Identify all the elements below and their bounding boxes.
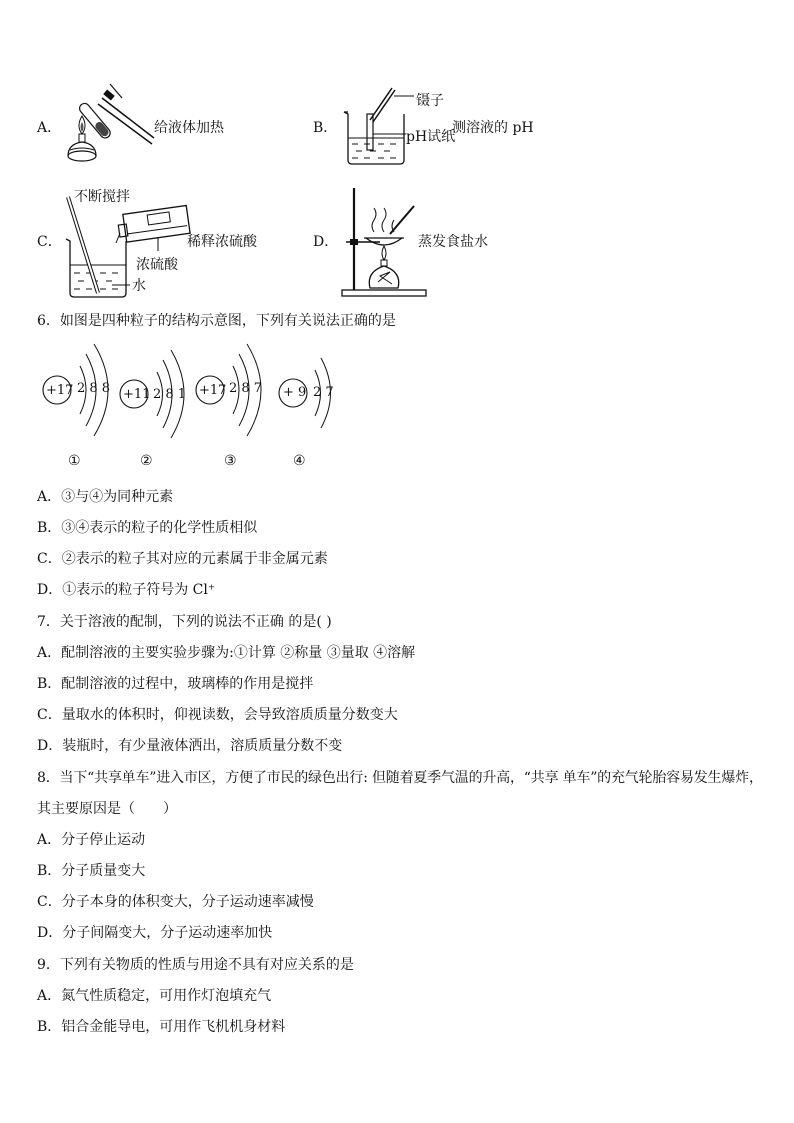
dilute-acid-figure <box>62 195 192 300</box>
q8-option-d: D．分子间隔变大，分子运动速率加快 <box>37 925 273 941</box>
particle-3-nucleus: +17 <box>199 383 227 398</box>
q5-option-b-letter: B． <box>313 120 338 136</box>
q6-option-b: B．③④表示的粒子的化学性质相似 <box>37 520 258 536</box>
particle-3-shells: 2 8 7 <box>229 381 263 396</box>
q9-option-a: A．氮气性质稳定，可用作灯泡填充气 <box>37 988 272 1004</box>
particle-1-shells: 2 8 8 <box>77 381 111 396</box>
q7-option-c: C．量取水的体积时，仰视读数，会导致溶质质量分数变大 <box>37 707 398 723</box>
q7-option-a: A．配制溶液的主要实验步骤为:①计算 ②称量 ③量取 ④溶解 <box>37 645 416 661</box>
particle-1-nucleus: +17 <box>46 383 74 398</box>
q5-option-b-paper-label: pH试纸 <box>406 129 456 145</box>
q6-option-a: A．③与④为同种元素 <box>37 489 174 505</box>
q5-option-d-letter: D． <box>313 234 339 250</box>
q5-option-d-label: 蒸发食盐水 <box>418 234 488 250</box>
particle-4-tag: ④ <box>293 453 306 469</box>
evaporation-stand-figure <box>340 186 430 301</box>
q9-stem: 9．下列有关物质的性质与用途不具有对应关系的是 <box>37 957 354 973</box>
q7-stem: 7．关于溶液的配制，下列的说法不正确 的是( ) <box>37 614 332 630</box>
q8-stem-line1: 8．当下“共享单车”进入市区，方便了市民的绿色出行: 但随着夏季气温的升高，“共享 单车”的充气轮胎容易发生爆炸， <box>37 770 763 786</box>
particle-2-nucleus: +11 <box>123 387 151 402</box>
q5-option-c-letter: C． <box>37 234 62 250</box>
particle-4-nucleus: + 9 <box>283 385 307 400</box>
q8-stem-line2: 其主要原因是（ ） <box>37 801 177 817</box>
q6-option-c: C．②表示的粒子其对应的元素属于非金属元素 <box>37 551 328 567</box>
q6-option-d: D．①表示的粒子符号为 Cl⁺ <box>37 582 216 598</box>
particle-3-tag: ③ <box>224 453 237 469</box>
particle-4-shells: 2 7 <box>313 385 334 400</box>
particle-1-tag: ① <box>68 453 81 469</box>
q5-option-c-dilute-label: 稀释浓硫酸 <box>187 234 257 250</box>
q8-option-b: B．分子质量变大 <box>37 863 146 879</box>
q7-option-d: D．装瓶时，有少量液体洒出，溶质质量分数不变 <box>37 738 343 754</box>
q9-option-b: B．铝合金能导电，可用作飞机机身材料 <box>37 1019 286 1035</box>
q8-option-a: A．分子停止运动 <box>37 832 146 848</box>
particle-2-shells: 2 8 1 <box>153 387 187 402</box>
alcohol-lamp-heating-figure <box>60 84 155 174</box>
q5-option-b-tweezers-label: 镊子 <box>416 93 444 109</box>
q6-stem: 6．如图是四种粒子的结构示意图，下列有关说法正确的是 <box>37 313 396 329</box>
q5-option-b-label: 测溶液的 pH <box>452 120 534 136</box>
q5-option-a-label: 给液体加热 <box>154 120 224 136</box>
q5-option-a-letter: A． <box>37 120 62 136</box>
particle-structure-diagrams <box>40 340 360 475</box>
ph-test-beaker-figure <box>340 84 420 164</box>
q5-option-c-acid-label: 浓硫酸 <box>136 257 178 273</box>
q8-option-c: C．分子本身的体积变大，分子运动速率减慢 <box>37 894 314 910</box>
q5-option-c-stir-label: 不断搅拌 <box>74 189 130 205</box>
particle-2-tag: ② <box>140 453 153 469</box>
q7-option-b: B．配制溶液的过程中，玻璃棒的作用是搅拌 <box>37 676 314 692</box>
q5-option-c-water-label: 水 <box>132 278 146 294</box>
